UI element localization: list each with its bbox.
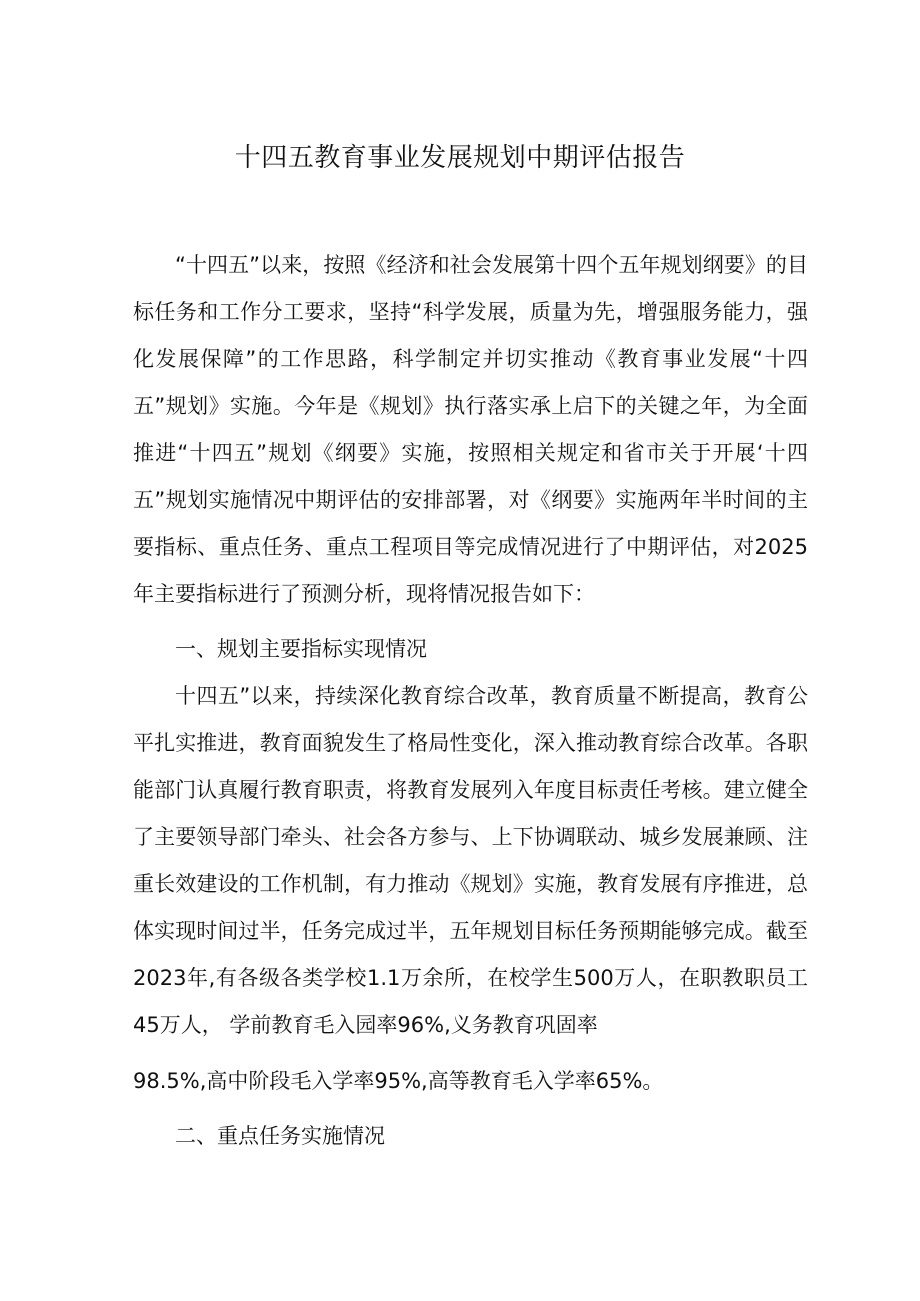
document-title: 十四五教育事业发展规划中期评估报告 [234,143,686,173]
section-heading-key-tasks: 二、重点任务实施情况 [175,1124,385,1148]
indicators-rates-line: 98.5%,高中阶段毛入学率95%,高等教育毛入学率65%。 [133,1069,664,1093]
indicators-paragraph: 十四五”以来，持续深化教育综合改革，教育质量不断提高，教育公平扎实推进，教育面貌发生了格局性变化，深入推动教育综合改革。各职能部门认真履行教育职责，将教育发展列入年度目标责任考核。建立健全了主要领导部门牵头、社会各方参与、上下协调联动、城乡发展兼顾、注重长效建设的工作机制，有力推动《规划》实施，教育发展有序推进，总体实现时间过半，任务完成过半，五年规划目标任务预期能够完成。截至2023年,有各级各类学校1.1万余所，在校学生500万人，在职教职员工45万人， 学前教育毛入园率96%,义务教育巩固率 [133,684,808,1037]
intro-paragraph: “十四五”以来，按照《经济和社会发展第十四个五年规划纲要》的目标任务和工作分工要求，坚持“科学发展，质量为先，增强服务能力，强化发展保障”的工作思路，科学制定并切实推动《教育事业发展“十四五”规划》实施。今年是《规划》执行落实承上启下的关键之年，为全面推进“十四五”规划《纲要》实施，按照相关规定和省市关于开展‘十四五”规划实施情况中期评估的安排部署，对《纲要》实施两年半时间的主要指标、重点任务、重点工程项目等完成情况进行了中期评估，对2025年主要指标进行了预测分析，现将情况报告如下： [133,253,808,606]
section-heading-indicators: 一、规划主要指标实现情况 [175,637,427,661]
